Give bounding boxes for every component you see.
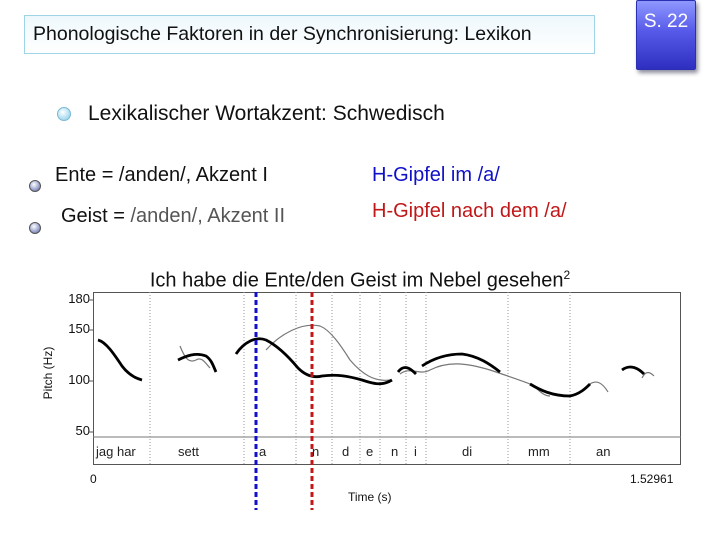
sub-bullet-icon	[29, 180, 41, 192]
y-tick-label: 50	[75, 423, 90, 438]
y-tick-label: 180	[68, 291, 90, 306]
row-2-left	[61, 205, 285, 228]
y-tick-label: 100	[68, 372, 90, 387]
contour-accent-1	[98, 339, 644, 396]
y-axis-label: Pitch (Hz)	[41, 346, 55, 400]
example-sentence-footnote: 2	[563, 268, 571, 282]
segment-label: n	[391, 444, 399, 459]
slide-title-text: Phonologische Faktoren in der Synchronisierung: Lexikon	[33, 23, 532, 45]
sub-bullet-icon	[29, 222, 41, 234]
bullet-icon	[57, 107, 71, 121]
segment-label: d	[342, 444, 350, 459]
pitch-contour-svg	[30, 284, 682, 510]
segment-label: n	[312, 444, 320, 459]
y-tick-label: 150	[68, 321, 90, 336]
segment-label: a	[259, 444, 267, 459]
segment-label: an	[596, 444, 611, 459]
row-1-left	[55, 164, 268, 187]
time-end-label: 1.52961	[630, 472, 674, 486]
segment-label: mm	[528, 444, 550, 459]
segment-label: di	[462, 444, 473, 459]
row-2-left-text-a: Geist =	[61, 205, 131, 227]
contour-accent-2	[180, 325, 654, 396]
segment-label: e	[366, 444, 374, 459]
segment-label: sett	[178, 444, 199, 459]
page-number-badge	[636, 0, 696, 70]
time-start-label: 0	[90, 472, 97, 486]
x-axis-label: Time (s)	[348, 490, 392, 504]
segment-label: jag har	[96, 444, 136, 459]
pitch-figure	[30, 284, 682, 510]
slide-title	[24, 15, 595, 54]
row-1-left-text: Ente = /anden/, Akzent I	[55, 164, 268, 186]
example-sentence-text: Ich habe die Ente/den Geist im Nebel gesehen	[149, 269, 564, 292]
row-2-left-text-b: /anden/, Akzent II	[130, 205, 286, 227]
row-1-right: H-Gipfel im /a/	[372, 164, 500, 186]
main-point-text: Lexikalischer Wortakzent: Schwedisch	[88, 102, 445, 125]
segment-label: i	[414, 444, 417, 459]
page-number-text: S. 22	[643, 11, 689, 32]
row-2-right: H-Gipfel nach dem /a/	[372, 200, 567, 222]
